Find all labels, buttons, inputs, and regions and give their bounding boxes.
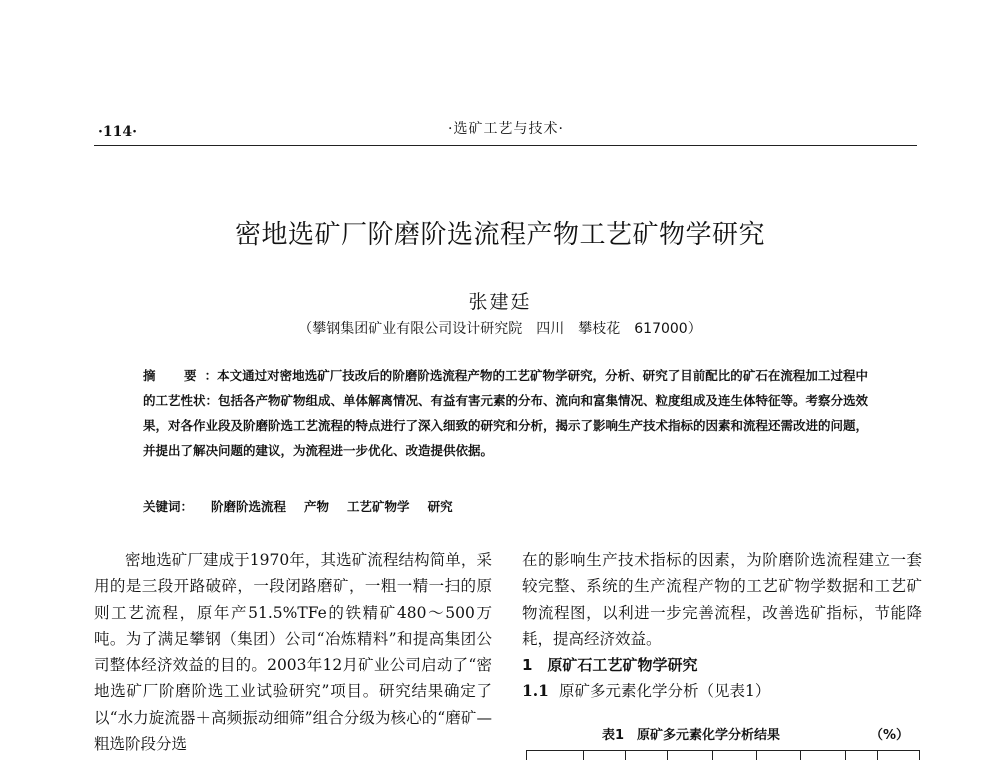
subsection-number: 1.1 <box>522 681 549 701</box>
keywords-label: 关键词： <box>143 499 194 514</box>
body-left-column <box>94 547 492 757</box>
journal-section-header: ·选矿工艺与技术· <box>448 121 564 137</box>
table-cell-divider <box>877 751 878 760</box>
section-heading-1: 1 原矿石工艺矿物学研究 <box>522 656 698 675</box>
continued-paragraph: 在的影响生产技术指标的因素，为阶磨阶选流程建立一套较完整、系统的生产流程产物的工艺矿物学数据和工艺矿物流程图，以利进一步完善流程，改善选矿指标，节能降耗，提高经济效益。 <box>522 551 922 648</box>
keyword: 产物 <box>304 499 330 514</box>
abstract <box>143 363 868 463</box>
author-affiliation: （攀钢集团矿业有限公司设计研究院 四川 攀枝花 617000） <box>298 321 702 337</box>
table-unit: （%） <box>870 728 910 743</box>
table-cell-divider <box>712 751 713 760</box>
keyword: 工艺矿物学 <box>347 499 410 514</box>
abstract-label: 摘 要 <box>143 368 205 383</box>
keywords <box>143 497 868 515</box>
article-author: 张建廷 <box>468 291 532 313</box>
table-cell-divider <box>756 751 757 760</box>
keyword: 研究 <box>427 499 453 514</box>
page-number: ·114· <box>98 124 137 140</box>
table-cell-divider <box>667 751 668 760</box>
table-cell-divider <box>625 751 626 760</box>
table-caption-text: 表1 原矿多元素化学分析结果 <box>602 728 781 743</box>
abstract-text: ：本文通过对密地选矿厂技改后的阶磨阶选流程产物的工艺矿物学研究，分析、研究了目前配比的矿石在流程加工过程中的工艺性状：包括各产物矿物组成、单体解离情况、有益有害元素的分布、流向和富集情况、粒度组成及连生体特征等。考察分选效果，对各作业段及阶磨阶选工艺流程的特点进行了深入细致的研究和分析，揭示了影响生产技术指标的因素和流程还需改进的问题，并提出了解决问题的建议，为流程进一步优化、改造提供依据。 <box>143 368 869 458</box>
table-cell-divider <box>526 751 527 760</box>
table-cell-divider <box>919 751 920 760</box>
table-cell-divider <box>845 751 846 760</box>
subsection-title: 原矿多元素化学分析（见表1） <box>558 682 771 701</box>
table-cell-divider <box>800 751 801 760</box>
table-top-rule <box>526 750 920 751</box>
intro-paragraph: 密地选矿厂建成于1970年，其选矿流程结构简单，采用的是三段开路破碎，一段闭路磨矿，一粗一精一扫的原则工艺流程，原年产51.5%TFe的铁精矿480～500万吨。为了满足攀钢（集团）公司“冶炼精料”和提高集团公司整体经济效益的目的。2003年12月矿业公司启动了“密地选矿厂阶磨阶选工业试验研究”项目。研究结果确定了以“水力旋流器＋高频振动细筛”组合分级为核心的“磨矿—粗选阶段分选 <box>94 551 492 754</box>
article-title: 密地选矿厂阶磨阶选流程产物工艺矿物学研究 <box>234 220 765 250</box>
body-right-column <box>522 547 922 705</box>
table-cell-divider <box>583 751 584 760</box>
subsection-heading-1-1 <box>522 678 922 704</box>
keyword: 阶磨阶选流程 <box>211 499 287 514</box>
header-rule <box>94 145 917 146</box>
